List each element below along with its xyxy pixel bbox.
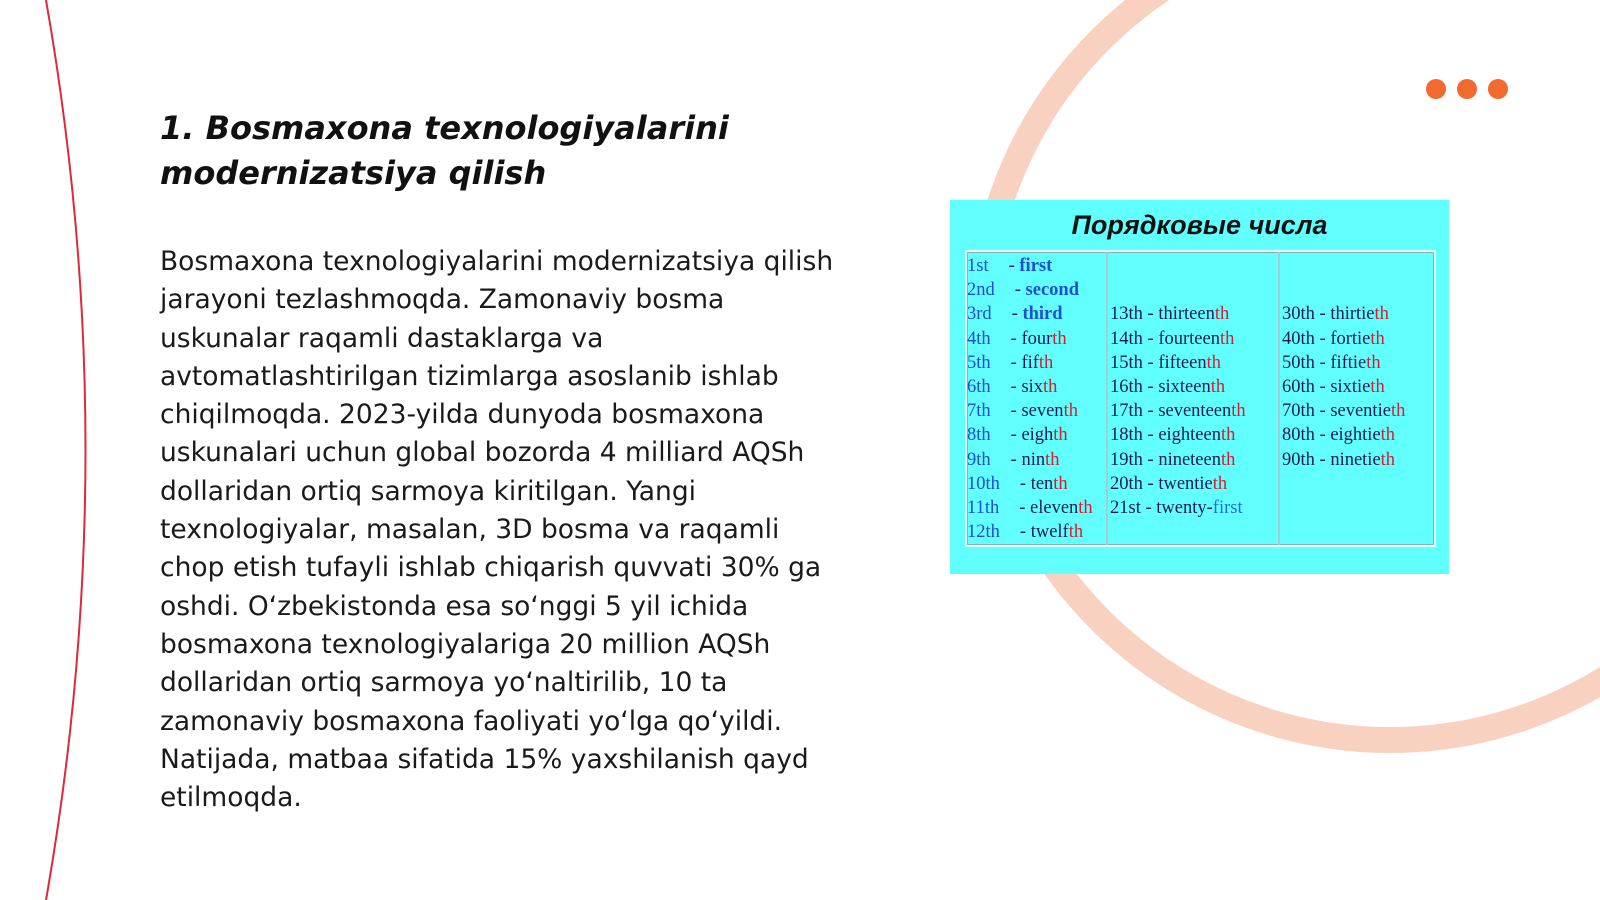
ordinal-row (1110, 423, 1278, 447)
ordinal-number: 80th (1282, 425, 1315, 446)
dash-separator: - (1142, 449, 1159, 470)
dash-separator: - (1314, 401, 1331, 422)
dash-separator: - (1008, 256, 1020, 276)
ordinal-number: 3rd (967, 304, 992, 325)
ordinal-row (967, 302, 1106, 326)
ordinal-suffix: th (1380, 425, 1396, 446)
ordinal-row (1282, 399, 1434, 423)
ordinal-word: fourteen (1158, 328, 1220, 349)
ordinal-number: 2nd (967, 280, 995, 301)
ordinal-word: thirteen (1158, 304, 1215, 325)
dot (1457, 79, 1477, 99)
ordinal-number: 50th (1282, 352, 1315, 373)
ordinal-word: seven (1021, 401, 1064, 422)
ordinal-word: seventie (1330, 401, 1391, 422)
ordinal-row (967, 423, 1106, 447)
ordinal-row (1282, 375, 1434, 399)
ordinal-number: 60th (1282, 376, 1315, 397)
dash-separator: - (1142, 473, 1159, 494)
ordinal-row (967, 472, 1106, 496)
ordinal-suffix: th (1068, 522, 1084, 543)
ordinal-number: 6th (967, 376, 991, 397)
ordinal-suffix: th (1053, 473, 1068, 494)
ordinal-row (967, 375, 1106, 399)
empty-row (1282, 254, 1434, 278)
ordinal-row (1110, 375, 1278, 399)
dash-separator: - (1010, 401, 1022, 422)
dash-separator: - (1142, 425, 1159, 446)
dash-separator: - (1019, 497, 1031, 518)
ordinal-row (967, 399, 1106, 423)
dash-separator: - (1314, 376, 1331, 397)
ordinal-number: 11th (967, 497, 1000, 518)
ordinal-row (1110, 327, 1278, 351)
dash-separator: - (1314, 449, 1331, 470)
ordinal-suffix: th (1043, 376, 1058, 397)
ordinal-word: fif (1021, 352, 1039, 373)
ordinal-word: first (1019, 256, 1053, 276)
ordinal-word: nineteen (1158, 449, 1221, 470)
ordinal-word: fortie (1330, 328, 1371, 349)
dash-separator: - (1314, 352, 1331, 373)
ordinal-number: 20th (1110, 473, 1143, 494)
ordinal-suffix: th (1380, 449, 1396, 470)
ordinal-suffix: th (1045, 449, 1060, 470)
ordinal-number: 9th (967, 449, 991, 470)
ordinal-image-title: Порядковые числа (1071, 210, 1328, 240)
ordinal-word: eigh (1021, 425, 1054, 446)
ordinal-suffix: first (1212, 497, 1243, 518)
ordinal-suffix: th (1231, 401, 1246, 422)
ordinal-word: eightie (1330, 425, 1381, 446)
ordinal-number: 30th (1282, 304, 1315, 325)
dash-separator: - (1142, 304, 1159, 325)
ordinal-number: 90th (1282, 449, 1315, 470)
dot (1488, 79, 1508, 99)
dash-separator: - (1010, 376, 1022, 397)
ordinal-number: 4th (967, 328, 991, 349)
decorative-left-arc (46, 0, 86, 900)
ordinal-column-3 (1280, 252, 1434, 545)
ordinal-suffix: th (1390, 401, 1406, 422)
ordinal-word: four (1021, 328, 1053, 349)
ordinal-number: 16th (1110, 376, 1143, 397)
slide-title: 1. Bosmaxona texnologiyalarini modernizatsiya qilish (160, 109, 729, 192)
dash-separator: - (1019, 473, 1031, 494)
ordinal-row (1110, 351, 1278, 375)
dash-separator: - (1019, 522, 1031, 543)
ordinal-column-2 (1108, 252, 1280, 545)
ordinal-number: 1st (967, 256, 989, 276)
ordinal-word: sixteen (1158, 376, 1211, 397)
ordinal-word: twentie (1158, 473, 1213, 494)
ordinal-suffix: th (1366, 352, 1381, 373)
ordinal-suffix: th (1206, 352, 1221, 373)
ordinal-row (967, 254, 1106, 278)
ordinal-number: 5th (967, 352, 991, 373)
dash-separator: - (1014, 280, 1026, 301)
ordinal-number: 17th (1110, 401, 1143, 422)
ordinal-word: ten (1030, 473, 1054, 494)
ordinal-row (1282, 327, 1434, 351)
dash-separator: - (1140, 497, 1157, 518)
ordinal-row (1110, 302, 1278, 326)
dash-separator: - (1010, 449, 1022, 470)
dash-separator: - (1011, 304, 1023, 325)
ordinal-row (1282, 351, 1434, 375)
ordinal-row (967, 351, 1106, 375)
ordinal-row (1110, 472, 1278, 496)
ordinal-suffix: th (1220, 425, 1236, 446)
empty-row (1282, 278, 1434, 302)
empty-row (1110, 254, 1278, 278)
ordinal-number: 70th (1282, 401, 1315, 422)
ordinal-row (967, 278, 1106, 302)
ordinal-number: 40th (1282, 328, 1315, 349)
dash-separator: - (1010, 328, 1022, 349)
dash-separator: - (1314, 328, 1331, 349)
ordinal-row (1282, 423, 1434, 447)
ordinal-suffix: th (1374, 304, 1389, 325)
dash-separator: - (1142, 352, 1159, 373)
ordinal-column-1 (967, 252, 1108, 545)
ordinal-table (965, 250, 1436, 547)
ordinal-suffix: th (1038, 352, 1054, 373)
dash-separator: - (1010, 352, 1022, 373)
ordinal-suffix: th (1214, 304, 1230, 325)
ordinal-suffix: th (1078, 497, 1093, 518)
ordinal-word: six (1021, 376, 1044, 397)
ordinal-suffix: th (1219, 328, 1235, 349)
ordinal-word: fiftie (1330, 352, 1367, 373)
ordinal-row (967, 448, 1106, 472)
ordinal-number: 18th (1110, 425, 1143, 446)
ordinal-number: 21st (1110, 497, 1141, 518)
ordinal-word: seventeen (1158, 401, 1232, 422)
ordinal-suffix: th (1212, 473, 1228, 494)
ordinal-word: second (1025, 280, 1079, 301)
ordinal-number: 13th (1110, 304, 1143, 325)
ordinal-number: 12th (967, 522, 1000, 543)
ordinal-suffix: th (1220, 449, 1236, 470)
ordinal-word: nin (1021, 449, 1046, 470)
slide-body-text: Bosmaxona texnologiyalarini modernizatsiya qilish jarayoni tezlashmoqda. Zamonaviy bosma uskunalar raqamli dastaklarga va avtomatlashtirilgan tizimlarga asoslanib ishlab chiqilmoqda. 2023-yilda dunyoda bosmaxona uskunalari uchun global bozorda 4 milliard AQSh dollaridan ortiq sarmoya kiritilgan. Yangi texnologiyalar, masalan, 3D bosma va raqamli chop etish tufayli ishlab chiqarish quvvati 30% ga oshdi. O‘zbekistonda esa so‘nggi 5 yil ichida bosmaxona texnologiyalariga 20 million AQSh dollaridan ortiq sarmoya yo‘naltirilib, 10 ta zamonaviy bosmaxona faoliyati yo‘lga qo‘yildi. Natijada, matbaa sifatida 15% yaxshilanish qayd etilmoqda. (160, 246, 834, 814)
dash-separator: - (1010, 425, 1022, 446)
ordinal-word: twelf (1030, 522, 1069, 543)
ordinal-number: 15th (1110, 352, 1143, 373)
dot (1426, 79, 1446, 99)
ordinal-row (967, 496, 1106, 520)
dash-separator: - (1142, 328, 1159, 349)
empty-row (1110, 278, 1278, 302)
ordinal-word: sixtie (1330, 376, 1371, 397)
ordinal-word: third (1022, 304, 1063, 325)
ordinal-suffix: th (1210, 376, 1226, 397)
ordinal-number: 10th (967, 473, 1000, 494)
dash-separator: - (1142, 376, 1159, 397)
ordinal-word: fifteen (1158, 352, 1207, 373)
ordinal-row (1110, 448, 1278, 472)
ordinal-row (1282, 302, 1434, 326)
dash-separator: - (1142, 401, 1159, 422)
ordinal-suffix: th (1052, 328, 1067, 349)
ordinal-row (1110, 399, 1278, 423)
ordinal-word: eleven (1030, 497, 1079, 518)
ordinal-number: 14th (1110, 328, 1143, 349)
ordinal-row (1110, 496, 1278, 520)
ordinal-number: 19th (1110, 449, 1143, 470)
ordinal-numbers-image (950, 200, 1449, 574)
dash-separator: - (1314, 304, 1331, 325)
ordinal-word: thirtie (1330, 304, 1375, 325)
ordinal-suffix: th (1063, 401, 1078, 422)
ordinal-row (1282, 448, 1434, 472)
ordinal-row (967, 520, 1106, 544)
ordinal-word: eighteen (1158, 425, 1221, 446)
ordinal-suffix: th (1370, 328, 1385, 349)
ordinal-word: ninetie (1330, 449, 1381, 470)
ordinal-number: 8th (967, 425, 991, 446)
dash-separator: - (1314, 425, 1331, 446)
ordinal-word: twenty- (1156, 497, 1213, 518)
ordinal-suffix: th (1053, 425, 1068, 446)
ordinal-suffix: th (1370, 376, 1385, 397)
ordinal-row (967, 327, 1106, 351)
ordinal-number: 7th (967, 401, 991, 422)
menu-dots-icon (1426, 79, 1508, 99)
